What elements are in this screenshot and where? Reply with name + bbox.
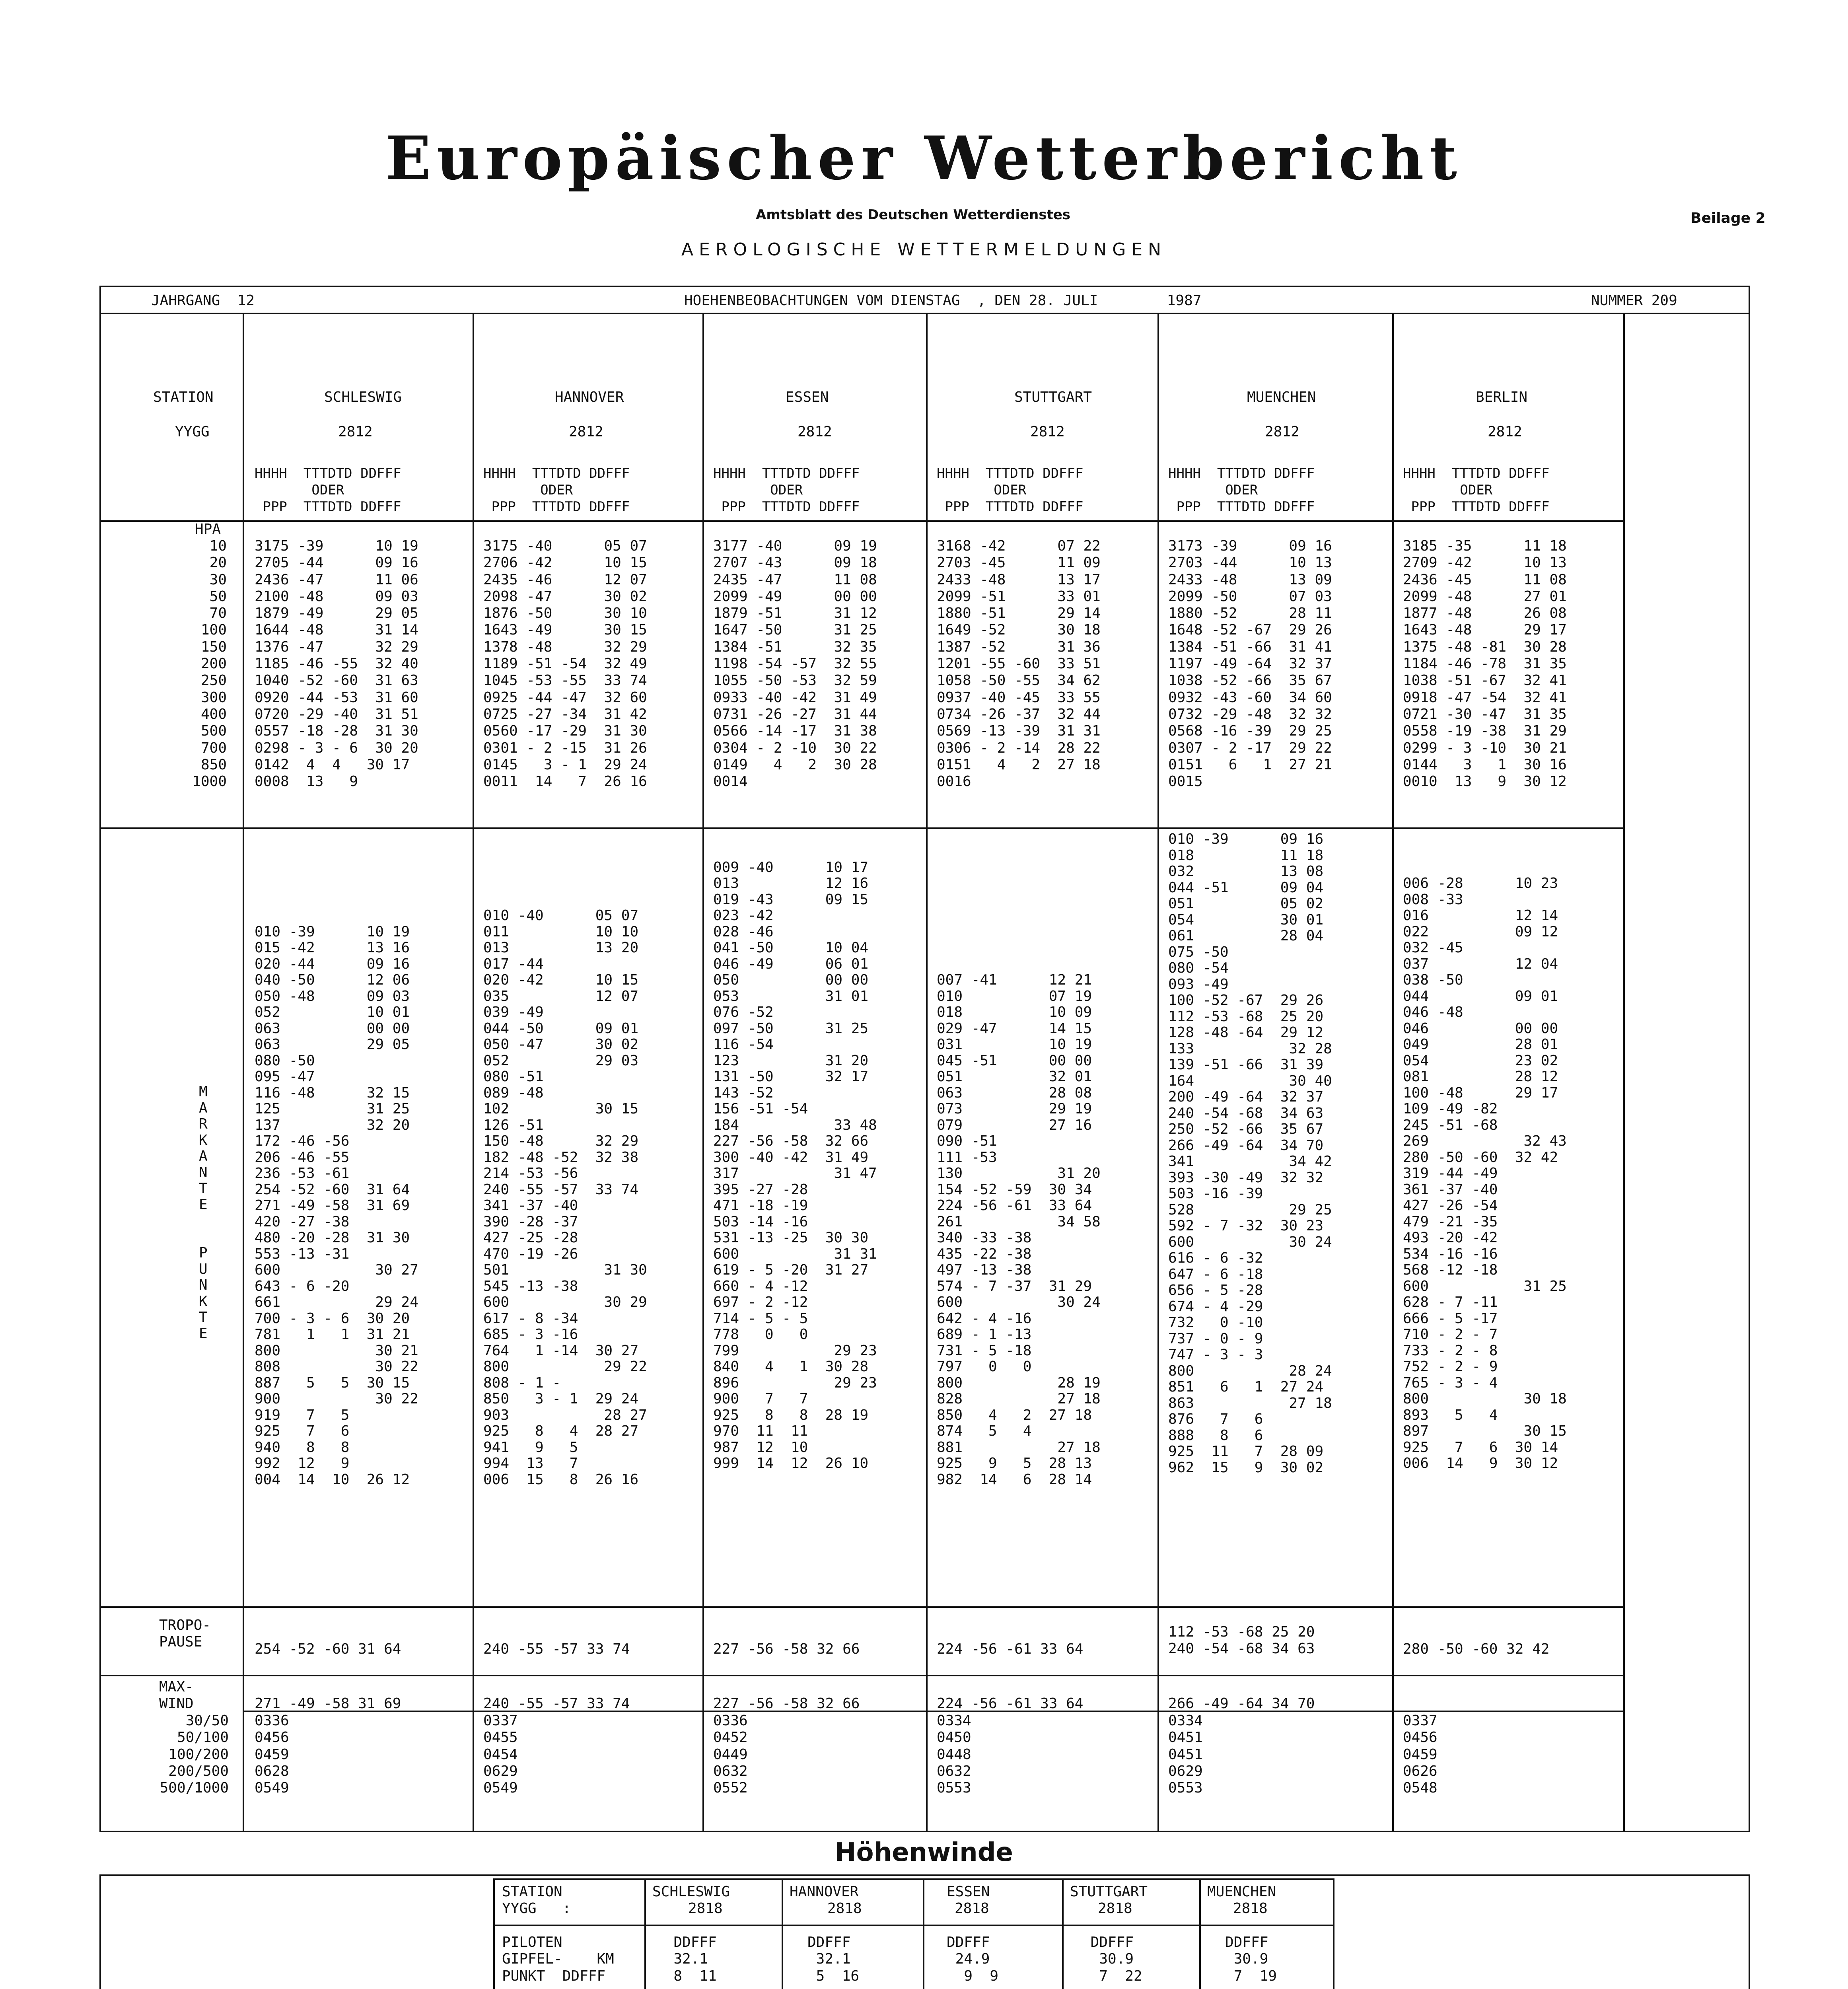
hw-station-label: STATION YYGG : bbox=[502, 1884, 571, 1917]
station-name: HANNOVER bbox=[555, 389, 624, 405]
station-yygg: 2812 bbox=[1488, 424, 1522, 440]
station-yygg: 2812 bbox=[1030, 424, 1065, 440]
col-head: PPP TTTDTD DDFFF bbox=[937, 499, 1084, 515]
hw-station-name: MUENCHEN bbox=[1207, 1884, 1276, 1900]
nummer: NUMMER 209 bbox=[1591, 292, 1677, 309]
col-head: ODER bbox=[483, 482, 573, 498]
hw-station-name: ESSEN bbox=[947, 1884, 990, 1900]
hw-station-yygg: 2818 bbox=[827, 1900, 862, 1917]
std-block-essen: 3177 -40 09 19 2707 -43 09 18 2435 -47 11 08 2099 -49 00 00 1879 -51 31 12 1647 -50 31 25 1384 -51 32 35 1198 -54 -57 32 55 1055 -50 -53 32 59 0933 -40 -42 31 49 0731 -26 -27 31 44 0566 -14 -17 31 38 0304 - 2 -10 30 22 0149 4 2 30 28 0014 bbox=[713, 538, 877, 790]
col-head: ODER bbox=[255, 482, 344, 498]
mp-block-hannover: 010 -40 05 07 011 10 10 013 13 20 017 -44 020 -42 10 15 035 12 07 039 -49 044 -50 09 01 050 -47 30 02 052 29 03 080 -51 089 -48 102 30 15 126 -51 150 -48 32 29 182 -48 -52 32 38 214 -53 -56 240 -55 -57 33 74 341 -37 -40 390 -28 -37 427 -25 -28 470 -19 -26 501 31 30 545 -13 -38 600 30 29 617 - 8 -34 685 - 3 -16 764 1 -14 30 27 800 29 22 808 - 1 - 850 3 - 1 29 24 903 28 27 925 8 4 28 27 941 9 5 994 13 7 006 15 8 26 16 bbox=[483, 907, 647, 1488]
col-head: PPP TTTDTD DDFFF bbox=[255, 499, 401, 515]
col-head: PPP TTTDTD DDFFF bbox=[1403, 499, 1550, 515]
station-label: STATION bbox=[153, 389, 214, 405]
thickness-berlin: 0337 0456 0459 0626 0548 bbox=[1403, 1713, 1438, 1796]
hpa-label: HPA bbox=[195, 521, 221, 537]
thickness-essen: 0336 0452 0449 0632 0552 bbox=[713, 1713, 748, 1796]
thickness-labels: 30/50 50/100 100/200 200/500 500/1000 bbox=[160, 1713, 229, 1796]
piloten-value: DDFFF 30.9 7 19 bbox=[1225, 1934, 1277, 1984]
piloten-value: DDFFF 24.9 9 9 bbox=[947, 1934, 999, 1984]
maxwind-label: MAX- WIND bbox=[159, 1679, 194, 1712]
maxwind-value: 227 -56 -58 32 66 bbox=[713, 1695, 860, 1712]
col-head: HHHH TTTDTD DDFFF bbox=[1403, 465, 1550, 481]
station-yygg: 2812 bbox=[569, 424, 603, 440]
hw-station-name: HANNOVER bbox=[790, 1884, 859, 1900]
piloten-label: PILOTEN GIPFEL- KM PUNKT DDFFF bbox=[502, 1934, 614, 1984]
observation-date: HOEHENBEOBACHTUNGEN VOM DIENSTAG , DEN 28. JULI 1987 bbox=[684, 292, 1202, 309]
station-yygg: 2812 bbox=[338, 424, 373, 440]
jahrgang: JAHRGANG 12 bbox=[151, 292, 255, 309]
mp-block-muenchen: 010 -39 09 16 018 11 18 032 13 08 044 -51 09 04 051 05 02 054 30 01 061 28 04 075 -50 080 -54 093 -49 100 -52 -67 29 26 112 -53 -68 25 20 128 -48 -64 29 12 133 32 28 139 -51 -66 31 39 164 30 40 200 -49 -64 32 37 240 -54 -68 34 63 250 -52 -66 35 67 266 -49 -64 34 70 341 34 42 393 -30 -49 32 32 503 -16 -39 528 29 25 592 - 7 -32 30 23 600 30 24 616 - 6 -32 647 - 6 -18 656 - 5 -28 674 - 4 -29 732 0 -10 737 - 0 - 9 747 - 3 - 3 800 28 24 851 6 1 27 24 863 27 18 876 7 6 888 8 6 925 11 7 28 09 962 15 9 30 02 bbox=[1168, 831, 1332, 1476]
subtitle: Amtsblatt des Deutschen Wetterdienstes bbox=[756, 207, 1071, 223]
col-head: HHHH TTTDTD DDFFF bbox=[1168, 465, 1315, 481]
piloten-value: DDFFF 32.1 5 16 bbox=[807, 1934, 860, 1984]
thickness-schleswig: 0336 0456 0459 0628 0549 bbox=[255, 1713, 289, 1796]
tropopause-value: 254 -52 -60 31 64 bbox=[255, 1641, 401, 1657]
tropopause-value: 224 -56 -61 33 64 bbox=[937, 1641, 1084, 1657]
maxwind-value: 240 -55 -57 33 74 bbox=[483, 1695, 630, 1712]
hoehenwinde-title: Höhenwinde bbox=[835, 1838, 1013, 1867]
tropopause-label: TROPO- PAUSE bbox=[159, 1617, 211, 1650]
pressure-levels: 10 20 30 50 70 100 150 200 250 300 400 500 700 850 1000 bbox=[192, 538, 227, 790]
std-block-berlin: 3185 -35 11 18 2709 -42 10 13 2436 -45 11 08 2099 -48 27 01 1877 -48 26 08 1643 -48 29 17 1375 -48 -81 30 28 1184 -46 -78 31 35 1038 -51 -67 32 41 0918 -47 -54 32 41 0721 -30 -47 31 35 0558 -19 -38 31 29 0299 - 3 -10 30 21 0144 3 1 30 16 0010 13 9 30 12 bbox=[1403, 538, 1567, 790]
thickness-muenchen: 0334 0451 0451 0629 0553 bbox=[1168, 1713, 1203, 1796]
page-title: Europäischer Wetterbericht bbox=[385, 123, 1463, 193]
station-name: ESSEN bbox=[786, 389, 829, 405]
tropopause-value: 227 -56 -58 32 66 bbox=[713, 1641, 860, 1657]
col-head: HHHH TTTDTD DDFFF bbox=[937, 465, 1084, 481]
mp-block-essen: 009 -40 10 17 013 12 16 019 -43 09 15 023 -42 028 -46 041 -50 10 04 046 -49 06 01 050 00 00 053 31 01 076 -52 097 -50 31 25 116 -54 123 31 20 131 -50 32 17 143 -52 156 -51 -54 184 33 48 227 -56 -58 32 66 300 -40 -42 31 49 317 31 47 395 -27 -28 471 -18 -19 503 -14 -16 531 -13 -25 30 30 600 31 31 619 - 5 -20 31 27 660 - 4 -12 697 - 2 -12 714 - 5 - 5 778 0 0 799 29 23 840 4 1 30 28 896 29 23 900 7 7 925 8 8 28 19 970 11 11 987 12 10 999 14 12 26 10 bbox=[713, 859, 877, 1471]
piloten-value: DDFFF 32.1 8 11 bbox=[673, 1934, 717, 1984]
std-block-schleswig: 3175 -39 10 19 2705 -44 09 16 2436 -47 11 06 2100 -48 09 03 1879 -49 29 05 1644 -48 31 14 1376 -47 32 29 1185 -46 -55 32 40 1040 -52 -60 31 63 0920 -44 -53 31 60 0720 -29 -40 31 51 0557 -18 -28 31 30 0298 - 3 - 6 30 20 0142 4 4 30 17 0008 13 9 bbox=[255, 538, 418, 790]
hw-station-name: STUTTGART bbox=[1070, 1884, 1148, 1900]
col-head: PPP TTTDTD DDFFF bbox=[483, 499, 630, 515]
col-head: PPP TTTDTD DDFFF bbox=[1168, 499, 1315, 515]
right-margin-column bbox=[1623, 313, 1750, 1832]
hw-station-yygg: 2818 bbox=[1098, 1900, 1132, 1917]
hw-station-yygg: 2818 bbox=[688, 1900, 723, 1917]
std-block-muenchen: 3173 -39 09 16 2703 -44 10 13 2433 -48 13 09 2099 -50 07 03 1880 -52 28 11 1648 -52 -67 29 26 1384 -51 -66 31 41 1197 -49 -64 32 37 1038 -52 -66 35 67 0932 -43 -60 34 60 0732 -29 -48 32 32 0568 -16 -39 29 25 0307 - 2 -17 29 22 0151 6 1 27 21 0015 bbox=[1168, 538, 1332, 790]
col-head: HHHH TTTDTD DDFFF bbox=[713, 465, 860, 481]
col-head: HHHH TTTDTD DDFFF bbox=[483, 465, 630, 481]
piloten-value: DDFFF 30.9 7 22 bbox=[1090, 1934, 1142, 1984]
col-head: ODER bbox=[713, 482, 803, 498]
tropopause-value: 112 -53 -68 25 20 240 -54 -68 34 63 bbox=[1168, 1624, 1315, 1657]
mp-block-stuttgart: 007 -41 12 21 010 07 19 018 10 09 029 -47 14 15 031 10 19 045 -51 00 00 051 32 01 063 28 08 073 29 19 079 27 16 090 -51 111 -53 130 31 20 154 -52 -59 30 34 224 -56 -61 33 64 261 34 58 340 -33 -38 435 -22 -38 497 -13 -38 574 - 7 -37 31 29 600 30 24 642 - 4 -16 689 - 1 -13 731 - 5 -18 797 0 0 800 28 19 828 27 18 850 4 2 27 18 874 5 4 881 27 18 925 9 5 28 13 982 14 6 28 14 bbox=[937, 972, 1101, 1488]
maxwind-value: 266 -49 -64 34 70 bbox=[1168, 1695, 1315, 1712]
hw-station-name: SCHLESWIG bbox=[652, 1884, 730, 1900]
section-heading: AEROLOGISCHE WETTERMELDUNGEN bbox=[681, 239, 1167, 260]
hw-station-yygg: 2818 bbox=[955, 1900, 989, 1917]
mp-block-schleswig: 010 -39 10 19 015 -42 13 16 020 -44 09 16 040 -50 12 06 050 -48 09 03 052 10 01 063 00 00 063 29 05 080 -50 095 -47 116 -48 32 15 125 31 25 137 32 20 172 -46 -56 206 -46 -55 236 -53 -61 254 -52 -60 31 64 271 -49 -58 31 69 420 -27 -38 480 -20 -28 31 30 553 -13 -31 600 30 27 643 - 6 -20 661 29 24 700 - 3 - 6 30 20 781 1 1 31 21 800 30 21 808 30 22 887 5 5 30 15 900 30 22 919 7 5 925 7 6 940 8 8 992 12 9 004 14 10 26 12 bbox=[255, 923, 418, 1488]
station-name: STUTTGART bbox=[1014, 389, 1092, 405]
maxwind-value: 224 -56 -61 33 64 bbox=[937, 1695, 1084, 1712]
col-head: HHHH TTTDTD DDFFF bbox=[255, 465, 401, 481]
markante-punkte-label: M A R K A N T E P U N K T E bbox=[199, 1084, 208, 1342]
col-head: ODER bbox=[937, 482, 1027, 498]
tropopause-value: 280 -50 -60 32 42 bbox=[1403, 1641, 1550, 1657]
yygg-label: YYGG bbox=[175, 424, 210, 440]
station-name: SCHLESWIG bbox=[324, 389, 402, 405]
thickness-stuttgart: 0334 0450 0448 0632 0553 bbox=[937, 1713, 971, 1796]
tropopause-value: 240 -55 -57 33 74 bbox=[483, 1641, 630, 1657]
mp-block-berlin: 006 -28 10 23 008 -33 016 12 14 022 09 12 032 -45 037 12 04 038 -50 044 09 01 046 -48 046 00 00 049 28 01 054 23 02 081 28 12 100 -48 29 17 109 -49 -82 245 -51 -68 269 32 43 280 -50 -60 32 42 319 -44 -49 361 -37 -40 427 -26 -54 479 -21 -35 493 -20 -42 534 -16 -16 568 -12 -18 600 31 25 628 - 7 -11 666 - 5 -17 710 - 2 - 7 733 - 2 - 8 752 - 2 - 9 765 - 3 - 4 800 30 18 893 5 4 897 30 15 925 7 6 30 14 006 14 9 30 12 bbox=[1403, 875, 1567, 1471]
col-head: PPP TTTDTD DDFFF bbox=[713, 499, 860, 515]
std-block-stuttgart: 3168 -42 07 22 2703 -45 11 09 2433 -48 13 17 2099 -51 33 01 1880 -51 29 14 1649 -52 30 18 1387 -52 31 36 1201 -55 -60 33 51 1058 -50 -55 34 62 0937 -40 -45 33 55 0734 -26 -37 32 44 0569 -13 -39 31 31 0306 - 2 -14 28 22 0151 4 2 27 18 0016 bbox=[937, 538, 1101, 790]
maxwind-value: 271 -49 -58 31 69 bbox=[255, 1695, 401, 1712]
beilage-label: Beilage 2 bbox=[1690, 210, 1766, 226]
station-name: BERLIN bbox=[1476, 389, 1528, 405]
station-name: MUENCHEN bbox=[1247, 389, 1316, 405]
thickness-hannover: 0337 0455 0454 0629 0549 bbox=[483, 1713, 518, 1796]
col-head: ODER bbox=[1403, 482, 1493, 498]
station-yygg: 2812 bbox=[798, 424, 832, 440]
station-yygg: 2812 bbox=[1265, 424, 1299, 440]
std-block-hannover: 3175 -40 05 07 2706 -42 10 15 2435 -46 12 07 2098 -47 30 02 1876 -50 30 10 1643 -49 30 15 1378 -48 32 29 1189 -51 -54 32 49 1045 -53 -55 33 74 0925 -44 -47 32 60 0725 -27 -34 31 42 0560 -17 -29 31 30 0301 - 2 -15 31 26 0145 3 - 1 29 24 0011 14 7 26 16 bbox=[483, 538, 647, 790]
col-head: ODER bbox=[1168, 482, 1258, 498]
hw-station-yygg: 2818 bbox=[1233, 1900, 1268, 1917]
